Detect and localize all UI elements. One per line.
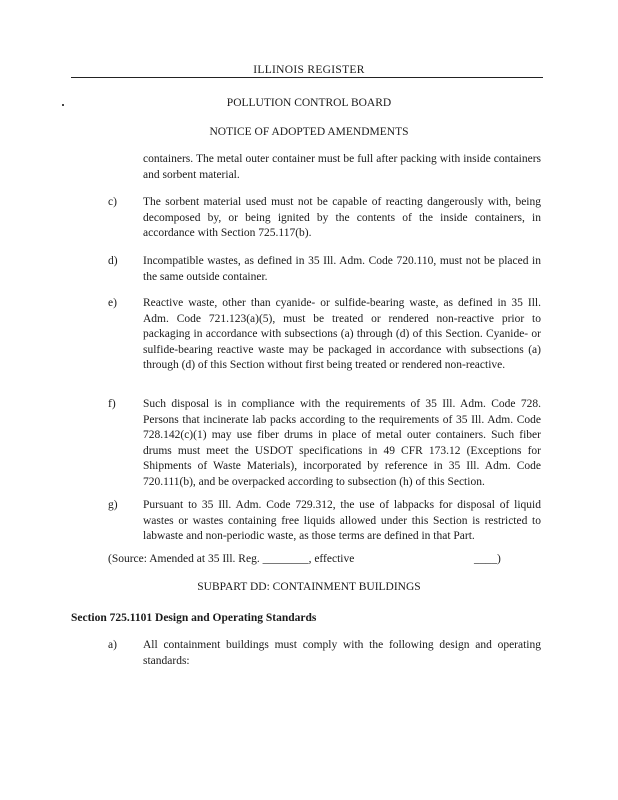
register-title: ILLINOIS REGISTER bbox=[253, 64, 365, 76]
item-text: Such disposal is in compliance with the requirements of 35 Ill. Adm. Code 728. Persons that incinerate lab packs according to the requirements of 35 Ill. Adm. Code 728.142(c)(1) may use fiber drums in place of metal outer containers. Such fiber drums must meet the USDOT specifications in 49 CFR 173.12 (Exceptions for Shipments of Waste Materials), incorporated by reference in 35 Ill. Adm. Code 720.111(b), and be overpacked according to subsection (h) of this Section. bbox=[143, 398, 541, 488]
item-label: g) bbox=[108, 499, 118, 511]
section-heading: Section 725.1101 Design and Operating Standards bbox=[71, 612, 317, 624]
board-title: POLLUTION CONTROL BOARD bbox=[226, 97, 392, 109]
notice-title: NOTICE OF ADOPTED AMENDMENTS bbox=[209, 126, 409, 138]
item-text: The sorbent material used must not be capable of reacting dangerously with, being decomposed by, or being ignited by the contents of the inside containers, in accordance with Section 725.117(b). bbox=[143, 196, 541, 239]
item-label: a) bbox=[108, 639, 117, 651]
item-label: d) bbox=[108, 255, 118, 267]
item-label: c) bbox=[108, 196, 117, 208]
continuation-text: containers. The metal outer container must be full after packing with inside containers and sorbent material. bbox=[143, 153, 541, 181]
subpart-heading: SUBPART DD: CONTAINMENT BUILDINGS bbox=[197, 581, 421, 593]
item-text: Incompatible wastes, as defined in 35 Ill. Adm. Code 720.110, must not be placed in the same outside container. bbox=[143, 255, 541, 283]
item-text: Pursuant to 35 Ill. Adm. Code 729.312, the use of labpacks for disposal of liquid wastes or wastes containing free liquids allowed under this Section is restricted to labwaste and non-periodic waste, as those terms are defined in that Part. bbox=[143, 499, 541, 542]
source-suffix: ____) bbox=[474, 553, 501, 565]
item-text: All containment buildings must comply with the following design and operating standards: bbox=[143, 639, 541, 667]
header-rule bbox=[71, 77, 543, 78]
item-text: Reactive waste, other than cyanide- or sulfide-bearing waste, as defined in 35 Ill. Adm. Code 721.123(a)(5), must be treated or rendered non-reactive prior to packaging in accordance with subsections (a) through (d) of this Section. Cyanide- or sulfide-bearing reactive waste may be packaged in accordance with subsections (a) through (d) of this Section without first being treated or rendered non-reactive. bbox=[143, 297, 541, 371]
item-label: e) bbox=[108, 297, 117, 309]
source-prefix: (Source: Amended at 35 Ill. Reg. ________, effective bbox=[108, 553, 355, 565]
item-label: f) bbox=[108, 398, 116, 410]
